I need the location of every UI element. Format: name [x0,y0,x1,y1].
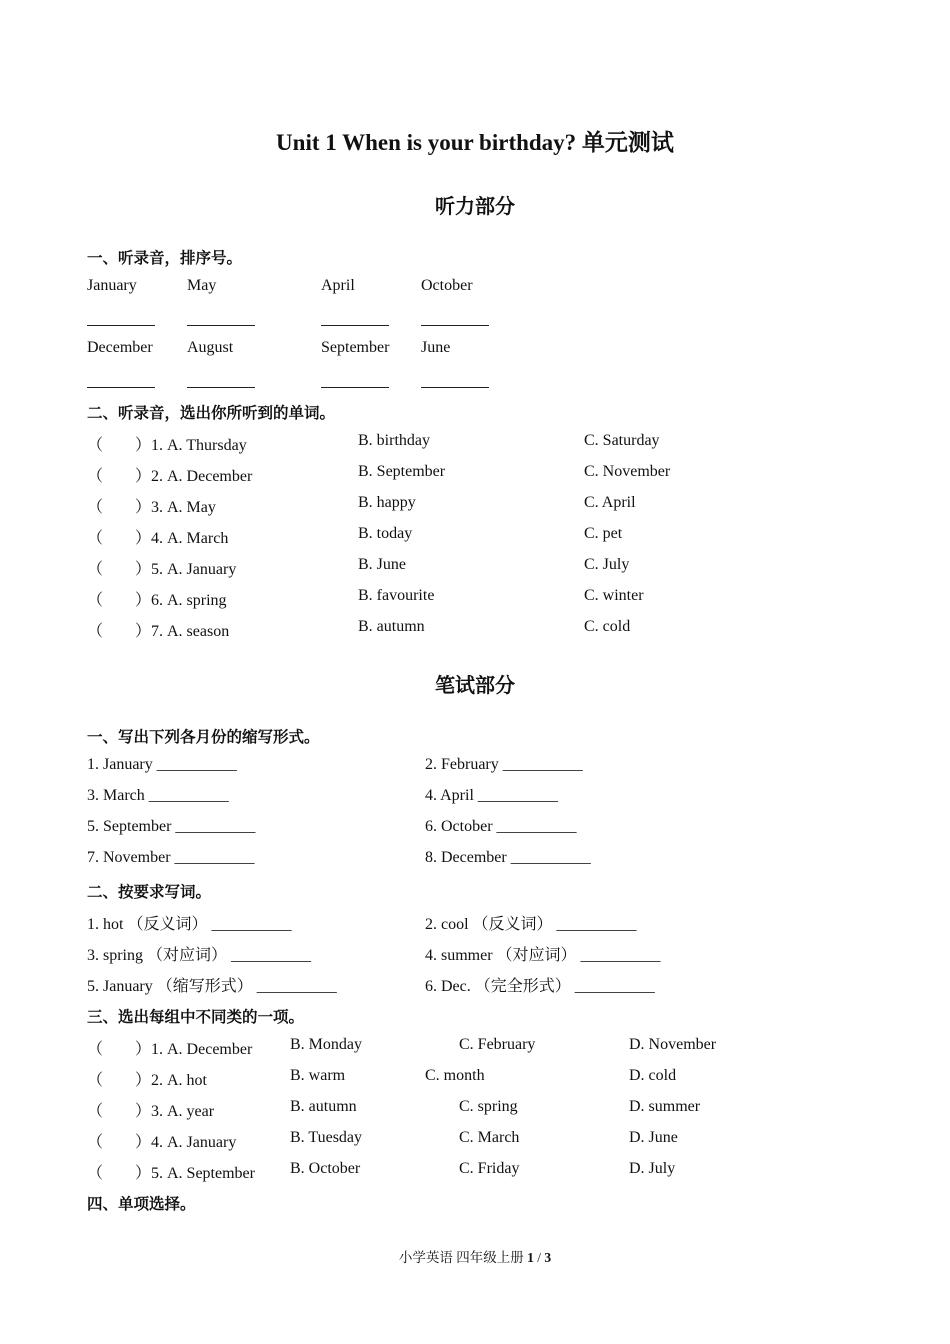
question-item: （ ）2. A. hot [87,1072,208,1089]
fill-item: 4. summer （对应词） __________ [425,947,661,964]
page-title: Unit 1 When is your birthday? 单元测试 [276,130,674,155]
fill-item: 2. February __________ [425,756,583,773]
fill-item: 5. September __________ [87,818,256,835]
option-c: C. March [459,1129,520,1146]
option-c: C. cold [584,618,631,635]
option-b: B. birthday [358,432,430,449]
answer-blank[interactable] [321,325,389,326]
question-item: （ ）2. A. December [87,468,253,485]
writing-part3-heading: 三、选出每组中不同类的一项。 [87,1009,305,1026]
question-item: （ ）4. A. January [87,1134,237,1151]
option-b: B. happy [358,494,416,511]
option-d: D. summer [629,1098,701,1115]
fill-item: 1. January __________ [87,756,237,773]
page-footer [0,1246,950,1266]
page-number: 1 [527,1250,534,1265]
option-b: B. September [358,463,446,480]
question-item: （ ）1. A. December [87,1041,253,1058]
answer-blank[interactable] [87,325,155,326]
question-item: （ ）5. A. September [87,1165,255,1182]
question-item: （ ）7. A. season [87,623,230,640]
question-item: （ ）3. A. year [87,1103,215,1120]
month-word: September [321,339,390,356]
writing-part2-heading: 二、按要求写词。 [87,884,212,901]
answer-blank[interactable] [321,387,389,388]
month-word: October [421,277,473,294]
option-c: C. spring [459,1098,518,1115]
fill-item: 2. cool （反义词） __________ [425,916,637,933]
listening-part1-heading: 一、听录音，排序号。 [87,250,243,267]
writing-part4-heading: 四、单项选择。 [87,1196,196,1213]
month-word: January [87,277,137,294]
answer-blank[interactable] [187,387,255,388]
question-item: （ ）3. A. May [87,499,216,516]
question-item: （ ）4. A. March [87,530,229,547]
fill-item: 8. December __________ [425,849,591,866]
fill-item: 7. November __________ [87,849,255,866]
option-b: B. June [358,556,406,573]
month-word: June [421,339,451,356]
option-c: C. winter [584,587,644,604]
fill-item: 6. Dec. （完全形式） __________ [425,978,655,995]
option-b: B. autumn [358,618,425,635]
month-word: December [87,339,153,356]
fill-item: 3. March __________ [87,787,229,804]
answer-blank[interactable] [87,387,155,388]
listening-part2-heading: 二、听录音，选出你所听到的单词。 [87,405,336,422]
option-c: C. Saturday [584,432,660,449]
option-b: B. autumn [290,1098,357,1115]
month-word: May [187,277,217,294]
answer-blank[interactable] [187,325,255,326]
fill-item: 5. January （缩写形式） __________ [87,978,337,995]
fill-item: 4. April __________ [425,787,558,804]
question-item: （ ）1. A. Thursday [87,437,247,454]
option-d: D. July [629,1160,676,1177]
question-item: （ ）6. A. spring [87,592,227,609]
fill-item: 6. October __________ [425,818,577,835]
option-b: B. today [358,525,413,542]
month-word: April [321,277,355,294]
page-separator: / [537,1250,541,1265]
option-c: C. April [584,494,636,511]
question-item: （ ）5. A. January [87,561,237,578]
answer-blank[interactable] [421,325,489,326]
option-c: C. July [584,556,630,573]
answer-blank[interactable] [421,387,489,388]
writing-part1-heading: 一、写出下列各月份的缩写形式。 [87,729,320,746]
option-d: D. June [629,1129,678,1146]
writing-section-title: 笔试部分 [435,675,515,697]
option-b: B. Monday [290,1036,362,1053]
month-word: August [187,339,234,356]
option-b: B. October [290,1160,361,1177]
option-c: C. month [425,1067,485,1084]
option-b: B. Tuesday [290,1129,363,1146]
option-c: C. pet [584,525,623,542]
page-total: 3 [544,1250,552,1265]
option-d: D. November [629,1036,717,1053]
footer-label: 小学英语 四年级上册 [398,1250,524,1265]
listening-section-title: 听力部分 [435,196,515,218]
option-b: B. favourite [358,587,435,604]
option-b: B. warm [290,1067,346,1084]
option-c: C. Friday [459,1160,520,1177]
option-d: D. cold [629,1067,677,1084]
option-c: C. February [459,1036,536,1053]
fill-item: 3. spring （对应词） __________ [87,947,312,964]
fill-item: 1. hot （反义词） __________ [87,916,292,933]
option-c: C. November [584,463,671,480]
